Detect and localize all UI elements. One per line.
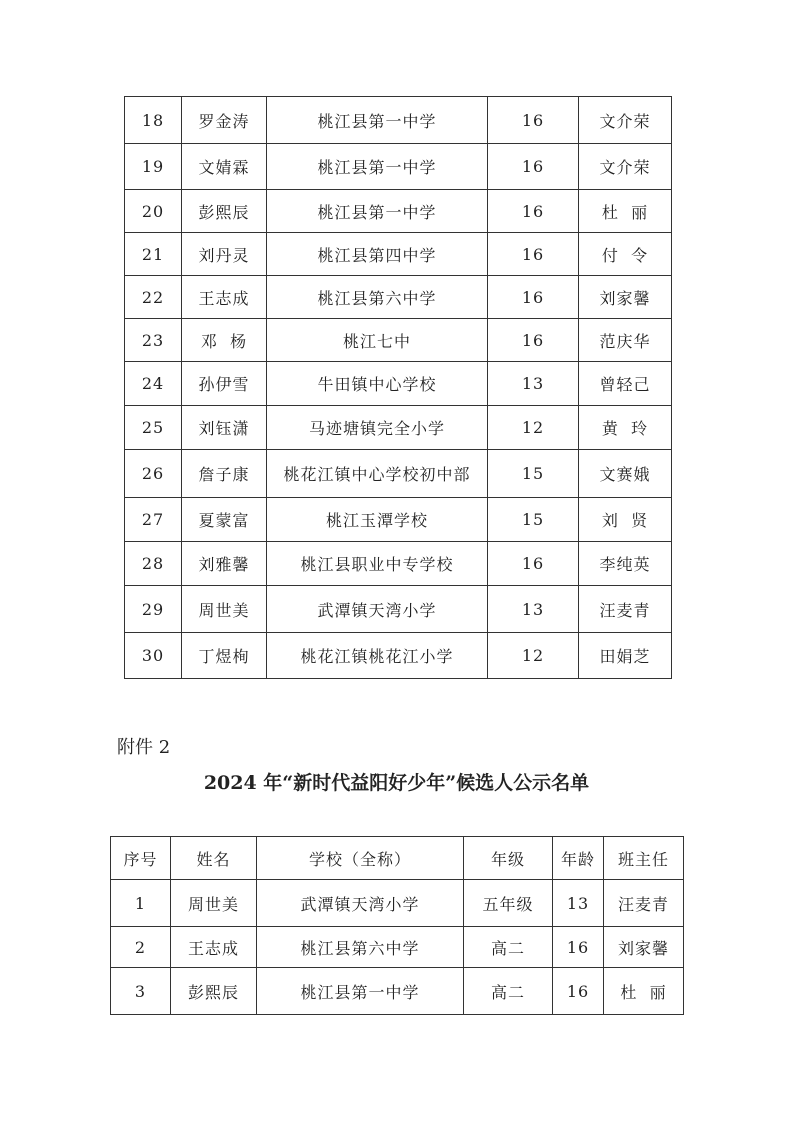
table-cell: 16: [488, 190, 579, 233]
table-cell: 16: [488, 144, 579, 190]
table-cell: 桃江玉潭学校: [267, 498, 488, 542]
table-cell: 25: [125, 406, 182, 450]
table-cell: 詹子康: [182, 450, 267, 498]
table-cell: 30: [125, 633, 182, 679]
table-row: [125, 190, 672, 233]
table-row: [125, 319, 672, 362]
table-cell: 桃江县第一中学: [257, 968, 464, 1015]
table-cell: 21: [125, 233, 182, 276]
table-cell: 3: [111, 968, 171, 1015]
table-cell: 16: [488, 542, 579, 586]
table-cell: 杜 丽: [604, 968, 684, 1015]
table-cell: 曾轻己: [579, 362, 672, 406]
table-cell: 汪麦青: [604, 880, 684, 927]
table-cell: 丁煜栒: [182, 633, 267, 679]
table-cell: 孙伊雪: [182, 362, 267, 406]
table-cell: 桃江县第六中学: [267, 276, 488, 319]
table-row: [125, 406, 672, 450]
table-cell: 29: [125, 586, 182, 633]
table-row: [125, 450, 672, 498]
table-row: [125, 586, 672, 633]
table-cell: 桃江县第一中学: [267, 97, 488, 144]
attachment-label: 附件 2: [117, 737, 171, 758]
document-title: 2024 年“新时代益阳好少年”候选人公示名单: [203, 772, 590, 794]
table-cell: 高二: [464, 927, 553, 968]
table-cell: 刘雅馨: [182, 542, 267, 586]
table-cell: 文介荣: [579, 97, 672, 144]
column-header: 班主任: [604, 837, 684, 880]
table-cell: 王志成: [182, 276, 267, 319]
table-cell: 彭熙辰: [182, 190, 267, 233]
table-cell: 五年级: [464, 880, 553, 927]
table-cell: 27: [125, 498, 182, 542]
table-cell: 1: [111, 880, 171, 927]
column-header: 年级: [464, 837, 553, 880]
column-header: 序号: [111, 837, 171, 880]
table-cell: 24: [125, 362, 182, 406]
column-header: 学校（全称）: [257, 837, 464, 880]
table-cell: 文介荣: [579, 144, 672, 190]
table-cell: 周世美: [182, 586, 267, 633]
table-cell: 刘家馨: [604, 927, 684, 968]
table-cell: 26: [125, 450, 182, 498]
table-cell: 夏蒙富: [182, 498, 267, 542]
table-cell: 2: [111, 927, 171, 968]
table-cell: 桃江县第一中学: [267, 190, 488, 233]
table-cell: 16: [488, 233, 579, 276]
table-cell: 彭熙辰: [171, 968, 257, 1015]
table-cell: 刘 贤: [579, 498, 672, 542]
table-cell: 文赛娥: [579, 450, 672, 498]
table-cell: 杜 丽: [579, 190, 672, 233]
table-cell: 黄 玲: [579, 406, 672, 450]
table-cell: 13: [488, 362, 579, 406]
table-cell: 桃花江镇中心学校初中部: [267, 450, 488, 498]
table-cell: 付 令: [579, 233, 672, 276]
table-cell: 刘家馨: [579, 276, 672, 319]
table-cell: 15: [488, 450, 579, 498]
table-cell: 桃江县第四中学: [267, 233, 488, 276]
table-cell: 12: [488, 406, 579, 450]
table-cell: 桃江县职业中专学校: [267, 542, 488, 586]
table-cell: 桃花江镇桃花江小学: [267, 633, 488, 679]
table-cell: 范庆华: [579, 319, 672, 362]
column-header: 年龄: [553, 837, 604, 880]
table-cell: 汪麦青: [579, 586, 672, 633]
table-cell: 邓 杨: [182, 319, 267, 362]
table-cell: 武潭镇天湾小学: [257, 880, 464, 927]
table-cell: 罗金涛: [182, 97, 267, 144]
table-cell: 桃江县第六中学: [257, 927, 464, 968]
table-cell: 周世美: [171, 880, 257, 927]
table-row: [125, 233, 672, 276]
table-cell: 文婧霖: [182, 144, 267, 190]
table-cell: 桃江七中: [267, 319, 488, 362]
table-cell: 16: [553, 927, 604, 968]
table-cell: 桃江县第一中学: [267, 144, 488, 190]
table-cell: 16: [553, 968, 604, 1015]
column-header: 姓名: [171, 837, 257, 880]
table-row: [111, 968, 684, 1015]
table-row: [125, 276, 672, 319]
table-cell: 15: [488, 498, 579, 542]
table-cell: 13: [488, 586, 579, 633]
table-cell: 16: [488, 276, 579, 319]
table-cell: 田娟芝: [579, 633, 672, 679]
table-cell: 13: [553, 880, 604, 927]
table-row: [111, 927, 684, 968]
table-row: [125, 633, 672, 679]
table-cell: 23: [125, 319, 182, 362]
table-row: [125, 542, 672, 586]
table-row: [111, 880, 684, 927]
table-cell: 19: [125, 144, 182, 190]
table-row: [125, 144, 672, 190]
table-cell: 18: [125, 97, 182, 144]
table-cell: 16: [488, 319, 579, 362]
table-cell: 16: [488, 97, 579, 144]
table-cell: 高二: [464, 968, 553, 1015]
table-cell: 李纯英: [579, 542, 672, 586]
candidate-public-list-table: [110, 836, 684, 1015]
table-row: [125, 97, 672, 144]
table-row: [125, 362, 672, 406]
table-cell: 22: [125, 276, 182, 319]
table-cell: 刘钰潇: [182, 406, 267, 450]
table-row: [125, 498, 672, 542]
header-row: [111, 837, 684, 880]
table-cell: 马迹塘镇完全小学: [267, 406, 488, 450]
table-cell: 28: [125, 542, 182, 586]
table-cell: 王志成: [171, 927, 257, 968]
table-cell: 牛田镇中心学校: [267, 362, 488, 406]
table-cell: 12: [488, 633, 579, 679]
table-cell: 武潭镇天湾小学: [267, 586, 488, 633]
table-cell: 20: [125, 190, 182, 233]
table-cell: 刘丹灵: [182, 233, 267, 276]
candidate-table-continued: [124, 96, 672, 679]
